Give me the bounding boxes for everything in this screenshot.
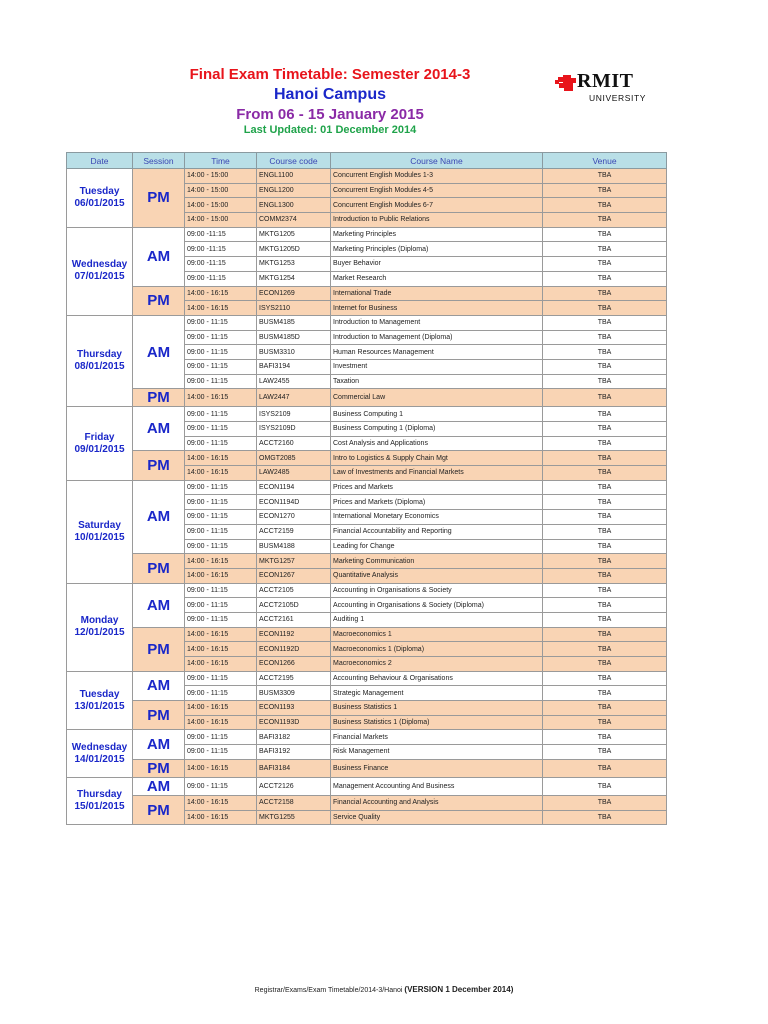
table-row — [67, 759, 667, 777]
course-name: Macroeconomics 2 — [331, 657, 543, 672]
logo-subtitle: UNIVERSITY — [589, 93, 647, 103]
exam-time: 14:00 - 16:15 — [185, 451, 257, 466]
course-name: Financial Markets — [331, 730, 543, 745]
course-name: Human Resources Management — [331, 345, 543, 360]
course-name: Concurrent English Modules 1-3 — [331, 169, 543, 184]
exam-time: 09:00 - 11:15 — [185, 671, 257, 686]
campus-title: Hanoi Campus — [273, 86, 386, 103]
table-row — [67, 389, 667, 407]
date-value: 07/01/2015 — [74, 271, 125, 283]
course-code: LAW2447 — [257, 389, 331, 407]
course-name: Concurrent English Modules 6-7 — [331, 198, 543, 213]
course-name: Risk Management — [331, 745, 543, 760]
course-name: Prices and Markets (Diploma) — [331, 495, 543, 510]
exam-time: 14:00 - 16:15 — [185, 568, 257, 583]
course-code: BUSM4185D — [257, 330, 331, 345]
table-row — [67, 227, 667, 242]
table-row — [67, 169, 667, 184]
exam-date — [67, 407, 133, 480]
exam-time: 09:00 - 11:15 — [185, 436, 257, 451]
exam-time: 09:00 - 11:15 — [185, 583, 257, 598]
date-value: 10/01/2015 — [74, 531, 125, 543]
exam-time: 14:00 - 16:15 — [185, 286, 257, 301]
course-code: LAW2455 — [257, 374, 331, 389]
column-header-time: Time — [185, 153, 257, 169]
exam-time: 09:00 - 11:15 — [185, 359, 257, 374]
venue: TBA — [543, 257, 667, 272]
course-name: Business Finance — [331, 759, 543, 777]
exam-time: 14:00 - 15:00 — [185, 213, 257, 228]
date-value: 13/01/2015 — [74, 700, 125, 712]
exam-time: 09:00 - 11:15 — [185, 422, 257, 437]
venue: TBA — [543, 524, 667, 539]
venue: TBA — [543, 598, 667, 613]
exam-time: 14:00 - 16:15 — [185, 810, 257, 825]
course-code: MKTG1255 — [257, 810, 331, 825]
last-updated: Last Updated: 01 December 2014 — [243, 124, 417, 136]
venue: TBA — [543, 345, 667, 360]
exam-time: 09:00 - 11:15 — [185, 374, 257, 389]
course-name: Leading for Change — [331, 539, 543, 554]
exam-time: 14:00 - 16:15 — [185, 554, 257, 569]
course-name: Introduction to Management — [331, 315, 543, 330]
venue: TBA — [543, 169, 667, 184]
table-row — [67, 777, 667, 795]
exam-date — [67, 480, 133, 583]
course-code: ENGL1100 — [257, 169, 331, 184]
exam-time: 14:00 - 16:15 — [185, 627, 257, 642]
course-name: Service Quality — [331, 810, 543, 825]
venue: TBA — [543, 539, 667, 554]
course-name: Macroeconomics 1 — [331, 627, 543, 642]
course-code: ECON1192 — [257, 627, 331, 642]
table-row — [67, 795, 667, 810]
course-code: ECON1194 — [257, 480, 331, 495]
venue: TBA — [543, 642, 667, 657]
day-name: Wednesday — [71, 259, 128, 271]
course-code: ACCT2105D — [257, 598, 331, 613]
exam-time: 09:00 - 11:15 — [185, 730, 257, 745]
venue: TBA — [543, 242, 667, 257]
course-name: Quantitative Analysis — [331, 568, 543, 583]
session-label: PM — [133, 627, 185, 671]
footer-version: (VERSION 1 December 2014) — [404, 985, 514, 994]
venue: TBA — [543, 227, 667, 242]
exam-time: 09:00 - 11:15 — [185, 510, 257, 525]
day-name: Saturday — [78, 519, 121, 531]
exam-time: 09:00 - 11:15 — [185, 612, 257, 627]
course-code: ECON1194D — [257, 495, 331, 510]
exam-time: 14:00 - 16:15 — [185, 466, 257, 481]
table-row — [67, 671, 667, 686]
course-code: ACCT2195 — [257, 671, 331, 686]
session-label: AM — [133, 730, 185, 759]
session-label: PM — [133, 451, 185, 480]
session-label: AM — [133, 315, 185, 388]
exam-time: 09:00 - 11:15 — [185, 598, 257, 613]
venue: TBA — [543, 795, 667, 810]
column-header-course-name: Course Name — [331, 153, 543, 169]
venue: TBA — [543, 627, 667, 642]
course-name: Auditing 1 — [331, 612, 543, 627]
course-name: Marketing Principles — [331, 227, 543, 242]
exam-time: 09:00 - 11:15 — [185, 539, 257, 554]
course-code: ECON1193D — [257, 715, 331, 730]
timetable-body — [67, 169, 667, 825]
table-row — [67, 451, 667, 466]
date-value: 06/01/2015 — [74, 197, 125, 209]
venue: TBA — [543, 777, 667, 795]
table-row — [67, 286, 667, 301]
venue: TBA — [543, 213, 667, 228]
date-value: 08/01/2015 — [74, 361, 125, 373]
course-name: Business Computing 1 (Diploma) — [331, 422, 543, 437]
session-label: AM — [133, 671, 185, 700]
venue: TBA — [543, 271, 667, 286]
course-code: OMGT2085 — [257, 451, 331, 466]
exam-time: 09:00 -11:15 — [185, 257, 257, 272]
course-code: BUSM3309 — [257, 686, 331, 701]
course-code: ECON1270 — [257, 510, 331, 525]
column-header-course-code: Course code — [257, 153, 331, 169]
venue: TBA — [543, 374, 667, 389]
course-code: MKTG1205 — [257, 227, 331, 242]
course-name: Market Research — [331, 271, 543, 286]
course-name: Introduction to Management (Diploma) — [331, 330, 543, 345]
course-name: Law of Investments and Financial Markets — [331, 466, 543, 481]
session-label: AM — [133, 583, 185, 627]
course-name: Accounting in Organisations & Society (Diploma) — [331, 598, 543, 613]
venue: TBA — [543, 315, 667, 330]
course-name: Concurrent English Modules 4-5 — [331, 183, 543, 198]
venue: TBA — [543, 810, 667, 825]
venue: TBA — [543, 359, 667, 374]
venue: TBA — [543, 436, 667, 451]
venue: TBA — [543, 612, 667, 627]
course-code: ACCT2126 — [257, 777, 331, 795]
course-name: Investment — [331, 359, 543, 374]
course-code: MKTG1254 — [257, 271, 331, 286]
rmit-pixel-icon — [555, 74, 577, 94]
exam-date — [67, 169, 133, 228]
exam-time: 09:00 -11:15 — [185, 227, 257, 242]
exam-date — [67, 583, 133, 671]
venue: TBA — [543, 330, 667, 345]
venue: TBA — [543, 480, 667, 495]
course-name: International Trade — [331, 286, 543, 301]
day-name: Tuesday — [79, 688, 120, 700]
venue: TBA — [543, 554, 667, 569]
venue: TBA — [543, 583, 667, 598]
venue: TBA — [543, 715, 667, 730]
exam-time: 14:00 - 15:00 — [185, 183, 257, 198]
session-label: AM — [133, 777, 185, 795]
session-label: AM — [133, 407, 185, 451]
session-label: PM — [133, 286, 185, 315]
venue: TBA — [543, 389, 667, 407]
date-range: From 06 - 15 January 2015 — [236, 106, 424, 123]
session-label: AM — [133, 480, 185, 553]
course-code: BUSM3310 — [257, 345, 331, 360]
date-value: 15/01/2015 — [74, 801, 125, 812]
exam-time: 09:00 - 11:15 — [185, 777, 257, 795]
exam-date — [67, 730, 133, 777]
course-name: Financial Accounting and Analysis — [331, 795, 543, 810]
table-row — [67, 407, 667, 422]
table-row — [67, 480, 667, 495]
exam-time: 14:00 - 16:15 — [185, 701, 257, 716]
course-name: Accounting in Organisations & Society — [331, 583, 543, 598]
table-row — [67, 583, 667, 598]
course-code: ECON1269 — [257, 286, 331, 301]
exam-time: 14:00 - 16:15 — [185, 642, 257, 657]
venue: TBA — [543, 510, 667, 525]
session-label: PM — [133, 701, 185, 730]
exam-time: 09:00 - 11:15 — [185, 330, 257, 345]
rmit-logo — [555, 72, 665, 106]
column-header-venue: Venue — [543, 153, 667, 169]
session-label: PM — [133, 554, 185, 583]
session-label: AM — [133, 227, 185, 286]
course-code: COMM2374 — [257, 213, 331, 228]
table-row — [67, 701, 667, 716]
course-name: Cost Analysis and Applications — [331, 436, 543, 451]
course-code: ECON1192D — [257, 642, 331, 657]
course-code: ISYS2109D — [257, 422, 331, 437]
exam-time: 09:00 - 11:15 — [185, 345, 257, 360]
course-code: MKTG1253 — [257, 257, 331, 272]
exam-time: 14:00 - 16:15 — [185, 795, 257, 810]
exam-time: 09:00 - 11:15 — [185, 315, 257, 330]
exam-time: 14:00 - 16:15 — [185, 301, 257, 316]
venue: TBA — [543, 407, 667, 422]
course-name: Internet for Business — [331, 301, 543, 316]
course-code: MKTG1205D — [257, 242, 331, 257]
venue: TBA — [543, 671, 667, 686]
venue: TBA — [543, 759, 667, 777]
course-name: Business Statistics 1 — [331, 701, 543, 716]
exam-time: 09:00 - 11:15 — [185, 407, 257, 422]
course-name: Marketing Communication — [331, 554, 543, 569]
session-label: PM — [133, 169, 185, 228]
course-code: BAFI3182 — [257, 730, 331, 745]
course-name: Macroeconomics 1 (Diploma) — [331, 642, 543, 657]
date-value: 12/01/2015 — [74, 627, 125, 639]
course-code: ENGL1200 — [257, 183, 331, 198]
column-header-date: Date — [67, 153, 133, 169]
page-title: Final Exam Timetable: Semester 2014-3 — [189, 66, 471, 83]
table-row — [67, 627, 667, 642]
table-row — [67, 554, 667, 569]
exam-time: 14:00 - 16:15 — [185, 759, 257, 777]
exam-date — [67, 777, 133, 824]
course-name: Commercial Law — [331, 389, 543, 407]
exam-date — [67, 315, 133, 406]
exam-time: 14:00 - 15:00 — [185, 198, 257, 213]
course-name: Intro to Logistics & Supply Chain Mgt — [331, 451, 543, 466]
exam-timetable — [66, 152, 667, 825]
course-code: BAFI3192 — [257, 745, 331, 760]
course-code: ISYS2110 — [257, 301, 331, 316]
course-name: Prices and Markets — [331, 480, 543, 495]
course-code: ECON1267 — [257, 568, 331, 583]
session-label: PM — [133, 795, 185, 824]
course-name: Strategic Management — [331, 686, 543, 701]
course-name: Financial Accountability and Reporting — [331, 524, 543, 539]
table-row — [67, 730, 667, 745]
venue: TBA — [543, 451, 667, 466]
venue: TBA — [543, 422, 667, 437]
date-value: 09/01/2015 — [74, 443, 125, 455]
course-code: ACCT2159 — [257, 524, 331, 539]
course-code: ENGL1300 — [257, 198, 331, 213]
course-name: Taxation — [331, 374, 543, 389]
course-code: MKTG1257 — [257, 554, 331, 569]
exam-time: 14:00 - 16:15 — [185, 715, 257, 730]
table-header-row — [67, 153, 667, 169]
day-name: Wednesday — [71, 741, 128, 753]
footer — [0, 985, 768, 994]
venue: TBA — [543, 286, 667, 301]
exam-time: 14:00 - 16:15 — [185, 657, 257, 672]
course-name: Management Accounting And Business — [331, 777, 543, 795]
session-label: PM — [133, 759, 185, 777]
venue: TBA — [543, 686, 667, 701]
course-name: Accounting Behaviour & Organisations — [331, 671, 543, 686]
exam-date — [67, 227, 133, 315]
course-name: International Monetary Economics — [331, 510, 543, 525]
course-name: Business Computing 1 — [331, 407, 543, 422]
venue: TBA — [543, 745, 667, 760]
venue: TBA — [543, 198, 667, 213]
date-value: 14/01/2015 — [74, 753, 125, 765]
table-row — [67, 315, 667, 330]
venue: TBA — [543, 657, 667, 672]
course-code: ACCT2160 — [257, 436, 331, 451]
course-code: ECON1266 — [257, 657, 331, 672]
venue: TBA — [543, 730, 667, 745]
course-code: ISYS2109 — [257, 407, 331, 422]
logo-name: RMIT — [577, 70, 634, 92]
course-name: Introduction to Public Relations — [331, 213, 543, 228]
exam-time: 14:00 - 16:15 — [185, 389, 257, 407]
venue: TBA — [543, 495, 667, 510]
exam-date — [67, 671, 133, 730]
course-code: ACCT2158 — [257, 795, 331, 810]
exam-time: 09:00 - 11:15 — [185, 495, 257, 510]
course-code: BUSM4188 — [257, 539, 331, 554]
course-code: ECON1193 — [257, 701, 331, 716]
exam-time: 09:00 - 11:15 — [185, 524, 257, 539]
exam-time: 09:00 -11:15 — [185, 242, 257, 257]
course-code: BUSM4185 — [257, 315, 331, 330]
course-code: LAW2485 — [257, 466, 331, 481]
course-code: BAFI3194 — [257, 359, 331, 374]
exam-time: 14:00 - 15:00 — [185, 169, 257, 184]
day-name: Thursday — [76, 349, 122, 361]
day-name: Friday — [84, 431, 115, 443]
session-label: PM — [133, 389, 185, 407]
course-name: Business Statistics 1 (Diploma) — [331, 715, 543, 730]
day-name: Monday — [80, 615, 119, 627]
day-name: Tuesday — [79, 185, 120, 197]
exam-time: 09:00 - 11:15 — [185, 480, 257, 495]
footer-path: Registrar/Exams/Exam Timetable/2014-3/Hanoi — [254, 987, 403, 994]
venue: TBA — [543, 568, 667, 583]
exam-time: 09:00 -11:15 — [185, 271, 257, 286]
course-name: Marketing Principles (Diploma) — [331, 242, 543, 257]
venue: TBA — [543, 301, 667, 316]
venue: TBA — [543, 466, 667, 481]
day-name: Thursday — [76, 789, 122, 800]
exam-time: 09:00 - 11:15 — [185, 686, 257, 701]
venue: TBA — [543, 701, 667, 716]
course-name: Buyer Behavior — [331, 257, 543, 272]
venue: TBA — [543, 183, 667, 198]
course-code: ACCT2161 — [257, 612, 331, 627]
course-code: BAFI3184 — [257, 759, 331, 777]
course-code: ACCT2105 — [257, 583, 331, 598]
exam-time: 09:00 - 11:15 — [185, 745, 257, 760]
column-header-session: Session — [133, 153, 185, 169]
